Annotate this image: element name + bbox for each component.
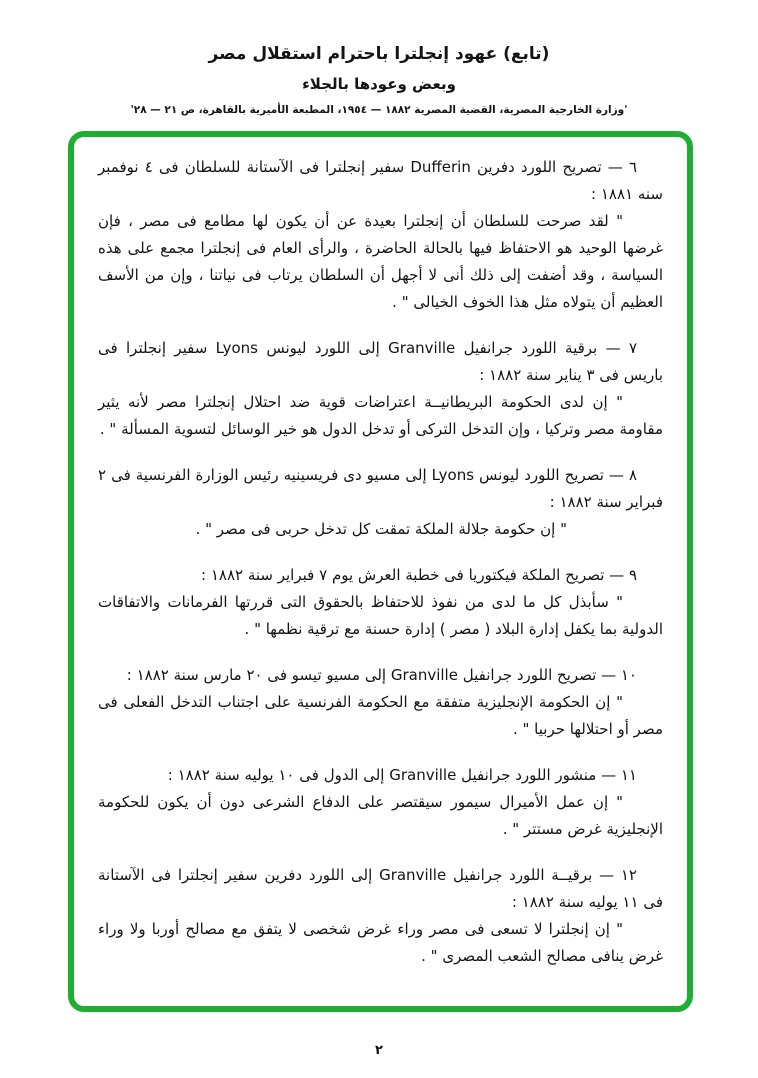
item-12 <box>98 862 663 970</box>
page-number: ٢ <box>375 1043 383 1058</box>
item-11-heading: ١١ — منشور اللورد جرانفيل Granville إلى الدول فى ١٠ يوليه سنة ١٨٨٢ : <box>167 766 637 784</box>
item-11-quote: " إن عمل الأميرال سيمور سيقتصر على الدفاع الشرعى دون أن يكون للحكومة الإنجليزية غرض مستتر " . <box>98 793 663 838</box>
item-9 <box>98 562 663 643</box>
item-8-heading: ٨ — تصريح اللورد ليونس Lyons إلى مسيو دى فريسينيه رئيس الوزارة الفرنسية فى ٢ فبراير سنة ١٨٨٢ : <box>98 466 663 511</box>
source-citation: 'وزارة الخارجية المصرية، القضية المصرية ١٨٨٢ — ١٩٥٤، المطبعة الأميرية بالقاهرة، ص ٢١ — ٢٨' <box>130 104 628 116</box>
item-8-quote: " إن حكومة جلالة الملكة تمقت كل تدخل حربى فى مصر " . <box>195 520 567 538</box>
item-10-heading: ١٠ — تصريح اللورد جرانفيل Granville إلى مسيو تيسو فى ٢٠ مارس سنة ١٨٨٢ : <box>126 666 637 684</box>
item-7-quote: " إن لدى الحكومة البريطانيــة اعتراضات قوية ضد احتلال إنجلترا مصر لأنه يثير مقاومة مصر وتركيا ، وإن التدخل التركى أو تدخل الدول هو خير الوسائل لتسوية المسألة " . <box>98 393 663 438</box>
document-header <box>0 44 758 116</box>
document-title: (تابع) عهود إنجلترا باحترام استقلال مصر <box>208 44 550 64</box>
item-12-quote: " إن إنجلترا لا تسعى فى مصر وراء غرض شخصى لا يتفق مع مصالح أوربا ولا وراء غرض ينافى مصالح الشعب المصرى " . <box>98 920 663 965</box>
item-11 <box>98 762 663 843</box>
item-7 <box>98 335 663 443</box>
item-6-heading: ٦ — تصريح اللورد دفرين Dufferin سفير إنجلترا فى الآستانة للسلطان فى ٤ نوفمبر سنه ١٨٨١ : <box>98 158 663 203</box>
item-12-heading: ١٢ — برقيــة اللورد جرانفيل Granville إلى اللورد دفرين سفير إنجلترا فى الآستانة فى ١١ يوليه سنة ١٨٨٢ : <box>98 866 663 911</box>
item-9-heading: ٩ — تصريح الملكة فيكتوريا فى خطبة العرش يوم ٧ فبراير سنة ١٨٨٢ : <box>201 566 637 584</box>
item-9-quote: " سأبذل كل ما لدى من نفوذ للاحتفاظ بالحقوق التى قررتها الفرمانات والاتفاقات الدولية بما يكفل إدارة البلاد ( مصر ) إدارة حسنة مع ترقية نظمها " . <box>98 593 663 638</box>
green-content-frame <box>68 131 693 1012</box>
item-8 <box>98 462 663 543</box>
item-7-heading: ٧ — برقية اللورد جرانفيل Granville إلى اللورد ليونس Lyons سفير إنجلترا فى باريس فى ٣ يناير سنة ١٨٨٢ : <box>98 339 663 384</box>
item-6-quote: " لقد صرحت للسلطان أن إنجلترا بعيدة عن أن يكون لها مطامع فى مصر ، فإن غرضها الوحيد هو الاحتفاظ فيها بالحالة الحاضرة ، والرأى العام فى إنجلترا مجمع على هذه السياسة ، وقد أضفت إلى ذلك أنى لا أجهل أن السلطان يرتاب فى نياتنا ، وإن من الأسف العظيم أن يتولاه مثل هذا الخوف الخيالى " . <box>98 212 663 311</box>
item-10 <box>98 662 663 743</box>
document-subtitle: وبعض وعودها بالجلاء <box>302 75 456 93</box>
item-10-quote: " إن الحكومة الإنجليزية متفقة مع الحكومة الفرنسية على اجتناب التدخل الفعلى فى مصر أو احتلالها حربيا " . <box>98 693 663 738</box>
item-6 <box>98 154 663 316</box>
